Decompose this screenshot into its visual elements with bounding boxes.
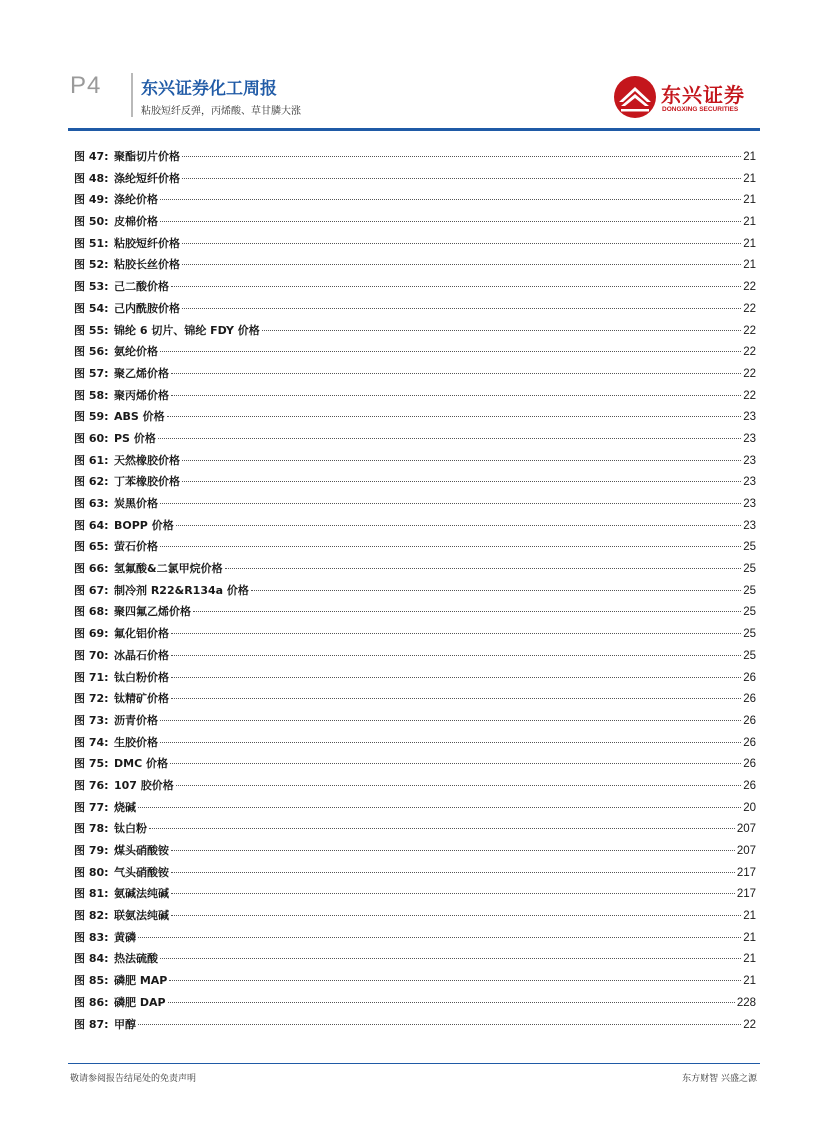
figure-number: 图 49: [74,193,109,207]
dot-leader [251,590,741,591]
page-number: 21 [743,975,756,988]
dot-leader [171,286,741,287]
dot-leader [170,763,741,764]
figure-caption: 聚酯切片价格 [114,150,180,163]
figure-number: 图 59: [74,410,109,424]
header-divider [131,73,133,117]
figure-caption: 钛白粉价格 [114,670,169,684]
toc-entry[interactable] [74,170,756,192]
dot-leader [176,785,741,786]
page-number: 23 [743,411,756,424]
figure-number: 图 66: [74,562,109,576]
page-number: 22 [743,367,756,380]
figure-caption: DMC 价格 [114,757,168,771]
header-rule [68,128,760,131]
toc-entry[interactable] [74,799,756,821]
figure-number: 图 48: [74,171,109,185]
page-number: 25 [743,628,756,641]
logo-english-text: DONGXING SECURITIES [662,106,739,113]
dot-leader [168,1002,735,1003]
logo-text: 东兴证券 [661,83,745,107]
figure-number: 图 87: [74,1017,109,1031]
figure-number: 图 84: [74,952,109,966]
toc-entry[interactable] [74,278,756,300]
page-number: 25 [743,563,756,576]
figure-caption: 皮棉价格 [114,215,158,229]
figure-number: 图 68: [74,605,109,619]
page-number: 21 [743,931,756,944]
page-number: 22 [743,389,756,402]
dot-leader [138,1024,741,1025]
toc-entry[interactable] [74,864,756,886]
dot-leader [171,893,735,894]
figure-number: 图 85: [74,974,109,988]
toc-entry[interactable] [74,538,756,560]
toc-entry[interactable] [74,452,756,474]
page-number: 23 [743,476,756,489]
toc-entry[interactable] [74,430,756,452]
toc-entry[interactable] [74,734,756,756]
figure-caption: 聚丙烯价格 [114,388,169,402]
figure-caption: 钛精矿价格 [114,692,169,706]
page-number: 22 [743,281,756,294]
figure-caption: 氢氟酸&二氯甲烷价格 [114,562,223,576]
dot-leader [171,373,741,374]
figure-index-list [74,148,756,1037]
dot-leader [158,438,741,439]
figure-number: 图 86: [74,995,109,1009]
dot-leader [262,330,741,331]
figure-caption: 粘胶短纤价格 [114,236,180,250]
dot-leader [160,199,741,200]
page-number: 26 [743,736,756,749]
dot-leader [149,828,735,829]
dot-leader [160,720,741,721]
page-number: 26 [743,714,756,727]
page-number: 22 [743,1018,756,1031]
dot-leader [171,850,735,851]
dot-leader [160,958,741,959]
figure-number: 图 83: [74,930,109,944]
figure-caption: 涤纶短纤价格 [114,171,180,185]
dot-leader [160,546,741,547]
figure-number: 图 77: [74,800,109,814]
page-number: 21 [743,151,756,163]
page-number: 21 [743,953,756,966]
figure-number: 图 58: [74,388,109,402]
dot-leader [169,980,741,981]
figure-number: 图 78: [74,822,109,836]
toc-entry[interactable] [74,625,756,647]
figure-number: 图 69: [74,627,109,641]
page-number: 22 [743,346,756,359]
page-number: 23 [743,519,756,532]
dot-leader [160,351,741,352]
page-number: 26 [743,779,756,792]
page-number: 21 [743,194,756,207]
toc-entry[interactable] [74,603,756,625]
figure-caption: 炭黑价格 [114,497,158,510]
dot-leader [160,221,741,222]
page-header [0,0,827,135]
page-number: 25 [743,649,756,662]
dot-leader [171,655,741,656]
dot-leader [182,460,741,461]
figure-number: 图 80: [74,865,109,879]
figure-caption: 钛白粉 [114,822,147,836]
logo-mark-icon [613,75,657,119]
dot-leader [193,611,741,612]
figure-caption: 黄磷 [114,930,136,944]
page-number: 26 [743,671,756,684]
toc-entry[interactable] [74,387,756,409]
page-number: 26 [743,693,756,706]
figure-caption: 生胶价格 [114,735,158,749]
figure-number: 图 81: [74,887,109,901]
page-number: 217 [736,866,756,879]
figure-number: 图 67: [74,583,109,597]
figure-caption: 锦纶 6 切片、锦纶 FDY 价格 [114,323,260,337]
page-number: 207 [736,845,756,857]
figure-caption: 天然橡胶价格 [114,453,180,467]
figure-caption: 己内酰胺价格 [114,301,180,315]
toc-entry[interactable] [74,582,756,604]
company-logo [613,73,763,121]
page-number: 228 [736,996,756,1009]
figure-caption: 烧碱 [114,800,136,814]
toc-entry[interactable] [74,950,756,972]
toc-entry[interactable] [74,560,756,582]
toc-entry[interactable] [74,929,756,951]
dot-leader [182,243,741,244]
figure-number: 图 65: [74,540,109,554]
dot-leader [171,872,735,873]
dot-leader [176,525,742,526]
figure-caption: 冰晶石价格 [114,648,169,662]
figure-caption: 制冷剂 R22&R134a 价格 [114,583,249,597]
figure-number: 图 74: [74,735,109,749]
toc-entry[interactable] [74,712,756,734]
toc-entry[interactable] [74,322,756,344]
dot-leader [171,633,741,634]
toc-entry[interactable] [74,842,756,864]
footer-slogan: 东方财智 兴盛之源 [682,1074,757,1084]
figure-caption: PS 价格 [114,431,156,445]
dot-leader [225,568,742,569]
figure-number: 图 63: [74,497,109,510]
figure-caption: ABS 价格 [114,410,165,424]
toc-entry[interactable] [74,690,756,712]
toc-entry[interactable] [74,191,756,213]
figure-number: 图 51: [74,236,109,250]
report-subtitle: 粘胶短纤反弹，丙烯酸、草甘膦大涨 [141,106,301,117]
toc-entry[interactable] [74,647,756,669]
figure-caption: 磷肥 MAP [114,974,168,988]
figure-caption: 磷肥 DAP [114,995,166,1009]
dot-leader [171,915,741,916]
toc-entry[interactable] [74,820,756,842]
toc-entry[interactable] [74,148,756,170]
dot-leader [138,937,741,938]
toc-entry[interactable] [74,235,756,257]
toc-entry[interactable] [74,885,756,907]
figure-caption: 甲醇 [114,1017,136,1031]
toc-entry[interactable] [74,300,756,322]
figure-caption: 丁苯橡胶价格 [114,475,180,489]
dot-leader [167,416,742,417]
figure-number: 图 55: [74,323,109,337]
dot-leader [138,807,741,808]
page-number-label: P4 [70,72,102,99]
page-number: 21 [743,259,756,272]
figure-number: 图 72: [74,692,109,706]
dot-leader [171,395,741,396]
toc-entry[interactable] [74,907,756,929]
figure-number: 图 82: [74,909,109,923]
figure-caption: 聚四氟乙烯价格 [114,605,191,619]
page-number: 22 [743,302,756,315]
page-number: 25 [743,606,756,619]
toc-entry[interactable] [74,213,756,235]
figure-number: 图 75: [74,757,109,771]
figure-caption: 煤头硝酸铵 [114,844,169,857]
dot-leader [171,698,741,699]
figure-number: 图 50: [74,215,109,229]
toc-entry[interactable] [74,365,756,387]
toc-entry[interactable] [74,343,756,365]
toc-entry[interactable] [74,495,756,517]
page-number: 25 [743,584,756,597]
figure-caption: 联氨法纯碱 [114,909,169,923]
page-number: 21 [743,216,756,229]
figure-number: 图 71: [74,670,109,684]
page-number: 21 [743,237,756,250]
figure-number: 图 57: [74,366,109,380]
figure-number: 图 79: [74,844,109,857]
dot-leader [182,264,741,265]
figure-number: 图 64: [74,518,109,532]
dot-leader [160,503,741,504]
figure-caption: 热法硫酸 [114,952,158,966]
figure-caption: 涤纶价格 [114,193,158,207]
dot-leader [182,178,741,179]
page-number: 21 [743,910,756,923]
figure-caption: 粘胶长丝价格 [114,258,180,272]
figure-caption: 己二酸价格 [114,280,169,294]
figure-caption: BOPP 价格 [114,518,174,532]
toc-entry[interactable] [74,994,756,1016]
toc-entry[interactable] [74,408,756,430]
figure-number: 图 73: [74,713,109,727]
page-number: 207 [736,823,756,836]
report-title: 东兴证券化工周报 [141,79,277,99]
dot-leader [182,156,741,157]
footer-disclaimer: 敬请参阅报告结尾处的免责声明 [70,1074,197,1084]
figure-caption: 沥青价格 [114,713,158,727]
figure-caption: 氨纶价格 [114,345,158,359]
figure-number: 图 56: [74,345,109,359]
figure-number: 图 54: [74,301,109,315]
figure-caption: 气头硝酸铵 [114,865,169,879]
page-number: 217 [736,888,756,901]
figure-number: 图 70: [74,648,109,662]
figure-caption: 氟化铝价格 [114,627,169,641]
dot-leader [160,742,741,743]
page-number: 21 [743,172,756,185]
page-number: 23 [743,498,756,510]
toc-entry[interactable] [74,777,756,799]
toc-entry[interactable] [74,256,756,278]
toc-entry[interactable] [74,517,756,539]
page-number: 25 [743,541,756,554]
figure-caption: 氨碱法纯碱 [114,887,169,901]
toc-entry[interactable] [74,473,756,495]
page-number: 20 [743,801,756,814]
page-number: 23 [743,454,756,467]
toc-entry[interactable] [74,669,756,691]
figure-number: 图 53: [74,280,109,294]
figure-number: 图 47: [74,150,109,163]
dot-leader [182,308,741,309]
figure-caption: 107 胶价格 [114,778,174,792]
figure-number: 图 60: [74,431,109,445]
page-number: 23 [743,432,756,445]
page-number: 26 [743,758,756,771]
figure-number: 图 62: [74,475,109,489]
figure-number: 图 52: [74,258,109,272]
dot-leader [182,481,741,482]
footer-rule [68,1063,760,1064]
toc-entry[interactable] [74,755,756,777]
toc-entry[interactable] [74,972,756,994]
figure-caption: 萤石价格 [114,540,158,554]
figure-number: 图 61: [74,453,109,467]
page-number: 22 [743,324,756,337]
toc-entry[interactable] [74,1016,756,1038]
figure-caption: 聚乙烯价格 [114,366,169,380]
dot-leader [171,677,741,678]
figure-number: 图 76: [74,778,109,792]
